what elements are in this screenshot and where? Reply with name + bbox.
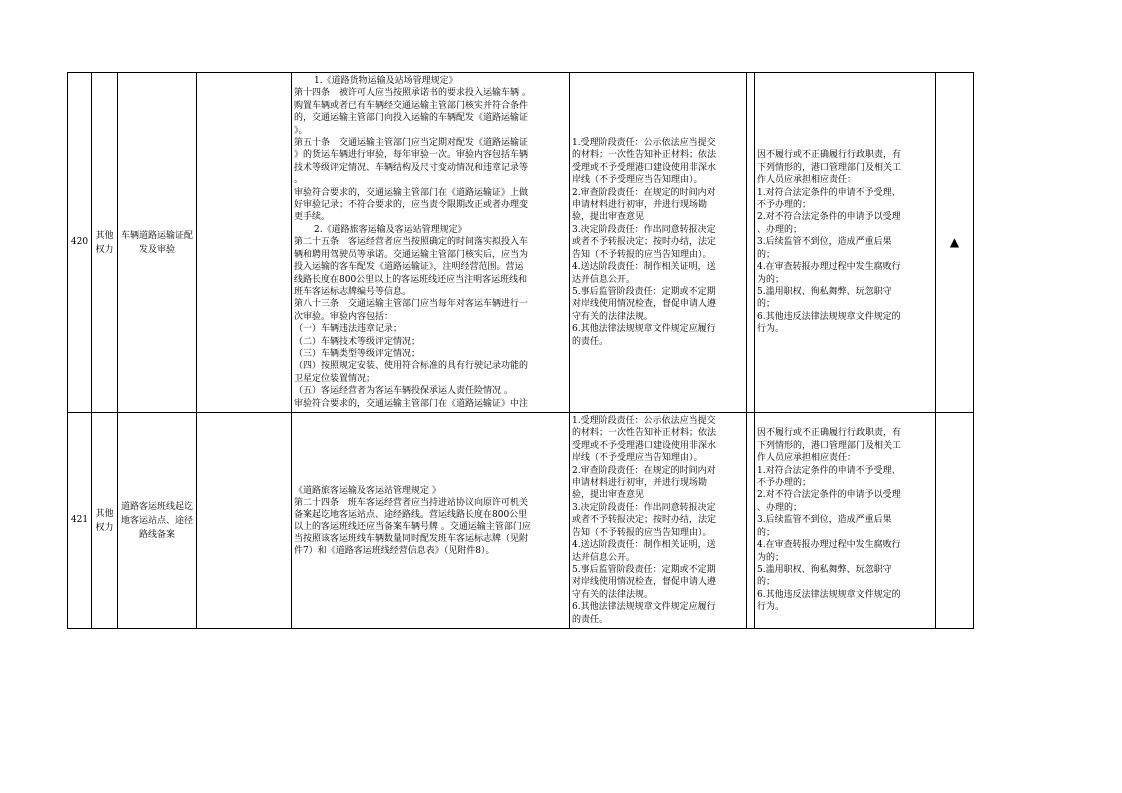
text-line: 》。 — [294, 125, 308, 136]
text-line: 的责任。 — [572, 336, 609, 347]
table-row — [68, 413, 974, 629]
text-line: 班车客运标志牌编号等信息。 — [294, 286, 412, 297]
text-line: 4.在审查转报办理过程中发生腐败行 — [757, 262, 901, 273]
legal-basis — [292, 73, 570, 413]
row-number: 421 — [68, 413, 92, 629]
text-line: 的材料；一次性告知补正材料；依法 — [572, 428, 717, 439]
text-line: 更手续。 — [294, 212, 331, 223]
text-line: 2.《道路旅客运输及客运站管理规定》 — [314, 224, 467, 235]
text-line: 作人员应承担相应责任： — [757, 175, 857, 186]
table-row — [68, 73, 974, 413]
text-line: 。 — [294, 175, 304, 186]
text-line: 的； — [757, 527, 776, 538]
text-line: 受理或不予受理港口建设使用非深水 — [572, 162, 717, 173]
text-line: 6.其他违反法律法规规章文件规定的 — [757, 589, 901, 600]
text-line: 件7）和《道路客运班线经营信息表》（见附件8）。 — [294, 545, 495, 556]
text-line: 5.事后监管阶段责任：定期或不定期 — [572, 286, 716, 297]
triangle-marker — [936, 413, 974, 629]
text-line: 4.在审查转报办理过程中发生腐败行 — [757, 540, 901, 551]
text-line: 3.决定阶段责任：作出同意转报决定 — [572, 502, 716, 513]
text-line: 》的货运车辆进行审验，每年审验一次。审验内容包括车辆 — [294, 150, 529, 161]
text-line: 或者不予转报决定；按时办结，法定 — [572, 515, 717, 526]
empty-cell — [747, 413, 755, 629]
text-line: （三）车辆类型等级评定情况； — [294, 348, 421, 359]
text-line: （四）按照规定安装、使用符合标准的具有行驶记录功能的 — [294, 361, 529, 372]
text-line: 技术等级评定情况、车辆结构及尺寸变动情况和违章记录等 — [294, 162, 529, 173]
power-list-table — [67, 72, 974, 629]
text-line: 1.《道路货物运输及站场管理规定》 — [314, 76, 458, 87]
text-line: 的； — [757, 249, 776, 260]
text-line: 6.其他法律法规规章文件规定应履行 — [572, 602, 716, 613]
text-line: 对岸线使用情况检查，督促申请人遵 — [572, 299, 717, 310]
text-line: 3.决定阶段责任：作出同意转报决定 — [572, 224, 716, 235]
text-line: 3.后续监管不到位，造成严重后果 — [757, 515, 892, 526]
text-line: 6.其他法律法规规章文件规定应履行 — [572, 324, 716, 335]
triangle-marker: ▲ — [936, 73, 974, 413]
text-line: 5.滥用职权、徇私舞弊、玩忽职守 — [757, 564, 892, 575]
text-line: 下列情形的，港口管理部门及相关工 — [757, 162, 902, 173]
text-line: 2.审查阶段责任：在规定的时间内对 — [572, 465, 716, 476]
text-line: 守有关的法律法规。 — [572, 311, 654, 322]
text-line: （五）客运经营者为客运车辆投保承运人责任险情况 。 — [294, 386, 513, 397]
table-body — [68, 73, 974, 629]
text-line: 的； — [757, 577, 776, 588]
power-name: 车辆道路运输证配发及审验 — [118, 73, 197, 413]
text-line: 辆和聘用驾驶员等承诺。交通运输主管部门核实后，应当为 — [294, 249, 529, 260]
text-line: 审验符合要求的，交通运输主管部门在《道路运输证》上做 — [294, 187, 529, 198]
text-line: 作人员应承担相应责任： — [757, 453, 857, 464]
text-line: 1.受理阶段责任：公示依法应当提交 — [572, 416, 716, 427]
power-name: 道路客运班线起讫地客运站点、途径路线备案 — [118, 413, 197, 629]
accountability-items — [755, 413, 936, 629]
text-line: 5.事后监管阶段责任：定期或不定期 — [572, 564, 716, 575]
text-line: 5.滥用职权、徇私舞弊、玩忽职守 — [757, 286, 892, 297]
text-line: 验，提出审查意见 — [572, 490, 645, 501]
text-line: 因不履行或不正确履行行政职责，有 — [757, 150, 902, 161]
text-line: 第五十条 交通运输主管部门应当定期对配发《道路运输证 — [294, 138, 529, 149]
text-line: 投入运输的客车配发《道路运输证》，注明经营范围。营运 — [294, 262, 524, 273]
text-line: 岸线（不予受理应当告知理由）。 — [572, 175, 703, 186]
text-line: 1.对符合法定条件的申请不予受理、 — [757, 465, 901, 476]
text-line: （一）车辆违法违章记录； — [294, 324, 403, 335]
power-type: 其他权力 — [92, 73, 118, 413]
text-line: 1.受理阶段责任：公示依法应当提交 — [572, 138, 716, 149]
text-line: 2.对不符合法定条件的申请予以受理 — [757, 490, 901, 501]
text-line: 受理或不予受理港口建设使用非深水 — [572, 440, 717, 451]
empty-cell — [197, 73, 292, 413]
text-line: 或者不予转报决定；按时办结，法定 — [572, 237, 717, 248]
text-line: 行为。 — [757, 324, 785, 335]
text-line: 为的； — [757, 552, 785, 563]
text-line: 申请材料进行初审，并进行现场勘 — [572, 478, 708, 489]
text-line: 下列情形的，港口管理部门及相关工 — [757, 440, 902, 451]
text-line: 6.其他违反法律法规规章文件规定的 — [757, 311, 901, 322]
text-line: 守有关的法律法规。 — [572, 589, 654, 600]
power-type: 其他权力 — [92, 413, 118, 629]
text-line: 达并信息公开。 — [572, 274, 636, 285]
text-line: 达并信息公开。 — [572, 552, 636, 563]
empty-cell — [197, 413, 292, 629]
accountability-items — [755, 73, 936, 413]
text-line: 审验符合要求的，交通运输主管部门在《道路运输证》中注 — [294, 398, 529, 409]
text-line: 的，交通运输主管部门向投入运输的车辆配发《道路运输证 — [294, 113, 529, 124]
text-line: 次审验。审验内容包括： — [294, 311, 394, 322]
text-line: 的材料；一次性告知补正材料；依法 — [572, 150, 717, 161]
text-line: 岸线（不予受理应当告知理由）。 — [572, 453, 703, 464]
text-line: 第八十三条 交通运输主管部门应当每年对客运车辆进行一 — [294, 299, 529, 310]
text-line: 的； — [757, 299, 776, 310]
text-line: 2.对不符合法定条件的申请予以受理 — [757, 212, 901, 223]
text-line: 告知（不予转报的应当告知理由）。 — [572, 527, 712, 538]
duty-items — [570, 413, 747, 629]
text-line: 线路长度在800公里以上的客运班线还应当注明客运班线和 — [294, 274, 528, 285]
text-line: 第二十五条 客运经营者应当按照确定的时间落实拟投入车 — [294, 237, 529, 248]
text-line: 当按照该客运班线车辆数量同时配发班车客运标志牌（见附 — [294, 533, 529, 544]
text-line: 、办理的； — [757, 224, 803, 235]
text-line: 告知（不予转报的应当告知理由）。 — [572, 249, 712, 260]
text-line: 卫星定位装置情况； — [294, 373, 376, 384]
text-line: 验，提出审查意见 — [572, 212, 645, 223]
text-line: 4.送达阶段责任：制作相关证明，送 — [572, 262, 716, 273]
text-line: 因不履行或不正确履行行政职责，有 — [757, 428, 902, 439]
duty-items — [570, 73, 747, 413]
empty-cell — [747, 73, 755, 413]
text-line: 的责任。 — [572, 614, 609, 625]
text-line: 不予办理的； — [757, 478, 812, 489]
text-line: 备案起讫地客运站点、途经路线。营运线路长度在800公里 — [294, 509, 528, 520]
text-line: （二）车辆技术等级评定情况； — [294, 336, 421, 347]
text-line: 3.后续监管不到位，造成严重后果 — [757, 237, 892, 248]
text-line: 1.对符合法定条件的申请不予受理、 — [757, 187, 901, 198]
text-line: 第十四条 被许可人应当按照承诺书的要求投入运输车辆 。 — [294, 88, 531, 99]
text-line: 《道路旅客运输及客运站管理规定 》 — [294, 485, 441, 496]
text-line: 2.审查阶段责任：在规定的时间内对 — [572, 187, 716, 198]
text-line: 购置车辆或者已有车辆经交通运输主管部门核实并符合条件 — [294, 100, 529, 111]
legal-basis — [292, 413, 570, 629]
text-line: 好审验记录；不符合要求的，应当责令限期改正或者办理变 — [294, 200, 529, 211]
text-line: 以上的客运班线还应当备案车辆号牌 。交通运输主管部门应 — [294, 521, 531, 532]
text-line: 为的； — [757, 274, 785, 285]
row-number: 420 — [68, 73, 92, 413]
text-line: 对岸线使用情况检查，督促申请人遵 — [572, 577, 717, 588]
text-line: 第二十四条 班车客运经营者应当持进站协议向原许可机关 — [294, 497, 529, 508]
text-line: 申请材料进行初审，并进行现场勘 — [572, 200, 708, 211]
text-line: 不予办理的； — [757, 200, 812, 211]
text-line: 4.送达阶段责任：制作相关证明，送 — [572, 540, 716, 551]
text-line: 行为。 — [757, 602, 785, 613]
text-line: 、办理的； — [757, 502, 803, 513]
